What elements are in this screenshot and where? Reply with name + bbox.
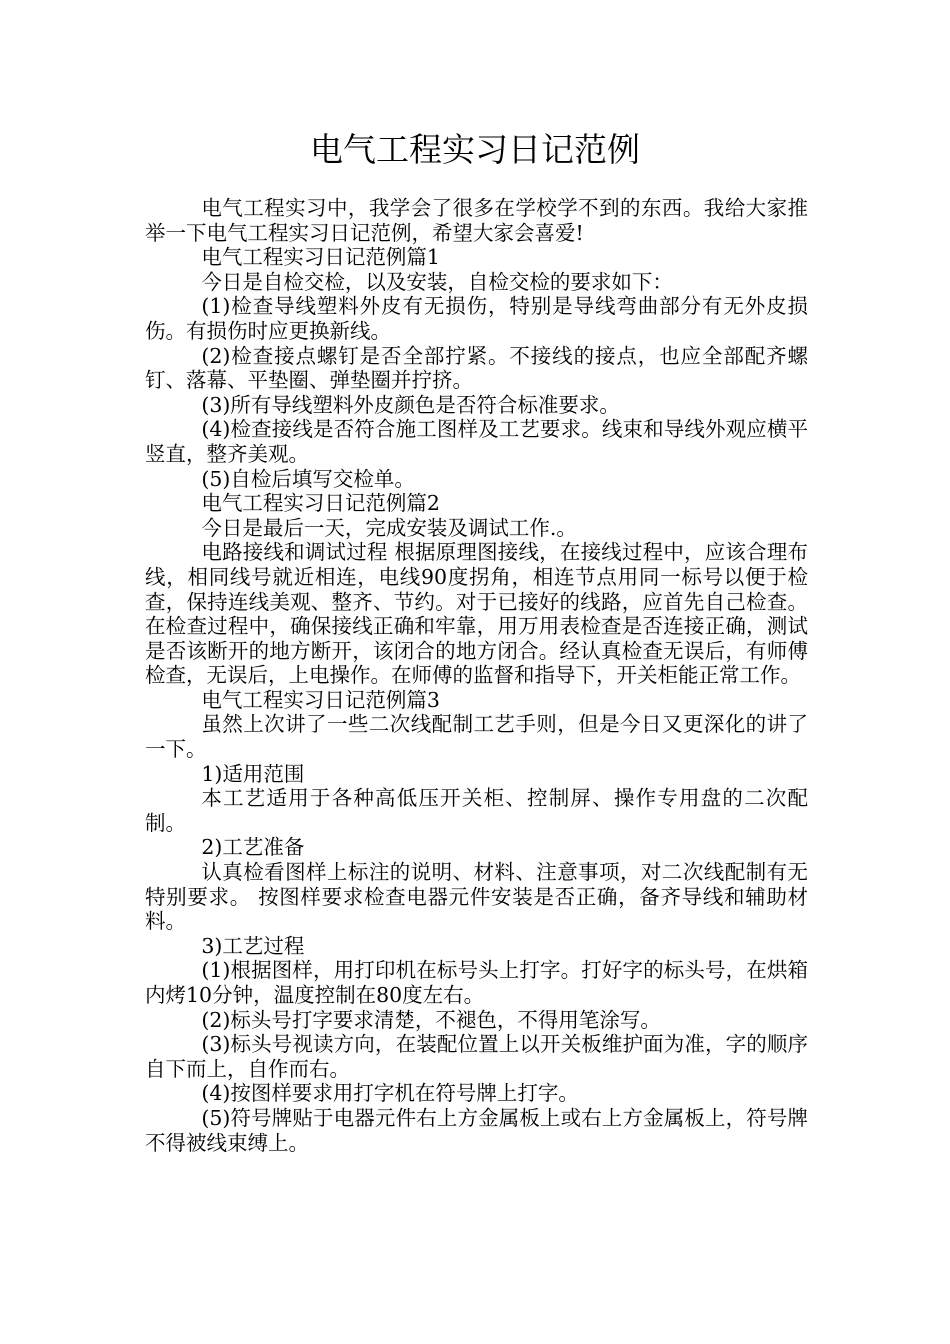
paragraph: 虽然上次讲了一些二次线配制工艺手则，但是今日又更深化的讲了一下。 [145, 712, 808, 762]
subheading: 2)工艺准备 [201, 835, 305, 860]
section-heading-1: 电气工程实习日记范例篇1 [201, 245, 440, 270]
subheading: 3)工艺过程 [201, 933, 305, 958]
paragraph: 电路接线和调试过程 根据原理图接线，在接线过程中，应该合理布线，相同线号就近相连，电线90度拐角，相连节点用同一标号以便于检查，保持连线美观、整齐、节约。对于已接好的线路，应首先自己检查。在检查过程中，确保接线正确和牢靠，用万用表检查是否连接正确，测试是否该断开的地方断开，该闭合的地方闭合。经认真检查无误后，有师傅检查，无误后，上电操作。在师傅的监督和指导下，开关柜能正常工作。 [145, 540, 808, 688]
section-heading-3: 电气工程实习日记范例篇3 [201, 687, 440, 712]
list-item: (4)检查接线是否符合施工图样及工艺要求。线束和导线外观应横平竖直，整齐美观。 [145, 417, 808, 466]
list-item: (5)符号牌贴于电器元件右上方金属板上或右上方金属板上，符号牌不得被线束缚上。 [145, 1105, 808, 1155]
list-item: (1)根据图样，用打印机在标号头上打字。打好字的标头号，在烘箱内烤10分钟，温度控制在80度左右。 [145, 958, 808, 1007]
list-item: (3)所有导线塑料外皮颜色是否符合标准要求。 [201, 392, 620, 417]
list-item: (2)检查接点螺钉是否全部拧紧。不接线的接点，也应全部配齐螺钉、落幕、平垫圈、弹垫圈并拧挤。 [145, 343, 808, 393]
list-item: (3)标头号视读方向，在装配位置上以开关板维护面为准，字的顺序自下而上，自作而右。 [145, 1032, 808, 1081]
list-item: (4)按图样要求用打字机在符号牌上打字。 [201, 1081, 579, 1106]
list-item: (5)自检后填写交检单。 [201, 466, 415, 491]
paragraph: 今日是最后一天，完成安装及调试工作.。 [201, 515, 577, 540]
paragraph: 今日是自检交检，以及安装，自检交检的要求如下： [201, 269, 673, 294]
document-body [145, 196, 808, 1155]
paragraph: 认真检看图样上标注的说明、材料、注意事项，对二次线配制有无特别要求。 按图样要求检查电器元件安装是否正确，备齐导线和辅助材料。 [145, 860, 808, 934]
paragraph: 本工艺适用于各种高低压开关柜、控制屏、操作专用盘的二次配制。 [145, 786, 808, 835]
list-item: (1)检查导线塑料外皮有无损伤，特别是导线弯曲部分有无外皮损伤。有损伤时应更换新线。 [145, 294, 808, 343]
list-item: (2)标头号打字要求清楚，不褪色，不得用笔涂写。 [201, 1007, 661, 1032]
subheading: 1)适用范围 [201, 761, 305, 786]
paragraph-intro: 电气工程实习中，我学会了很多在学校学不到的东西。我给大家推举一下电气工程实习日记范例，希望大家会喜爱! [145, 196, 808, 245]
section-heading-2: 电气工程实习日记范例篇2 [201, 491, 440, 516]
document-title: 电气工程实习日记范例 [310, 130, 640, 169]
